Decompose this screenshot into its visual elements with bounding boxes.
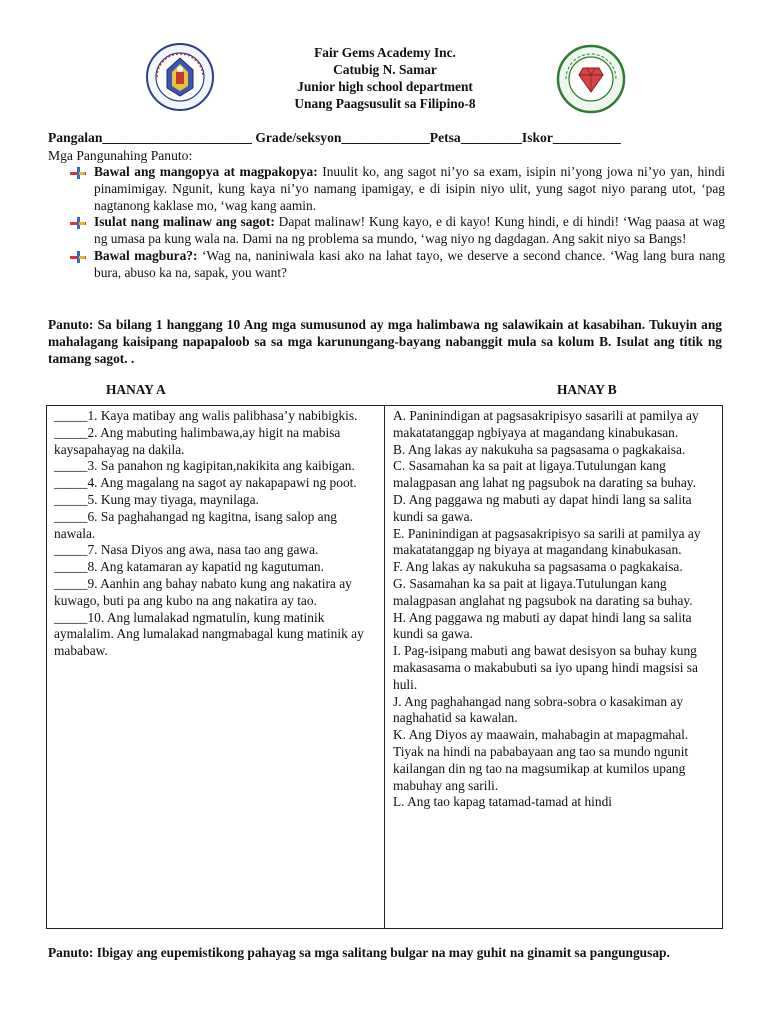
panuto-euphemism-instructions: Panuto: Ibigay ang eupemistikong pahayag sa mga salitang bulgar na may guhit na ginamit sa pangungusap. — [48, 945, 670, 960]
school-location: Catubig N. Samar — [333, 62, 437, 77]
column-divider — [384, 406, 385, 928]
hanay-b-item: G. Sasamahan ka sa pait at ligaya.Tutulungan kang malagpasan anglahat ng pagsubok na darating sa buhay. — [393, 575, 693, 608]
hanay-b-item: H. Ang paggawa ng mabuti ay dapat hindi lang sa salita kundi sa gawa. — [393, 609, 692, 642]
panuto-matching-instructions: Panuto: Sa bilang 1 hanggang 10 Ang mga sumusunod ay mga halimbawa ng salawikain at kasabihan. Tukuyin ang mahalagang kaisipang napapaloob sa sa mga karunungang-bayang nabanggit mula sa kolum B. Isulat ang titik ng tamang sagot. . — [48, 317, 722, 366]
hanay-b-item: C. Sasamahan ka sa pait at ligaya.Tutulungan kang malagpasan ang lahat ng pagsubok na darating sa buhay. — [393, 458, 696, 491]
hanay-b-item: B. Ang lakas ay nakukuha sa pagsasama o pagkakaisa. — [393, 441, 686, 457]
hanay-b-item: K. Ang Diyos ay maawain, mahabagin at mapagmahal. Tiyak na hindi na pababayaan ang tao sa mundo ngunit kailangan din ng tao na magsumikap at kumilos upang mabuhay ang sarili. — [393, 727, 689, 793]
rule-heading: Isulat nang malinaw ang sagot: — [94, 214, 275, 230]
hanay-b-item: E. Paninindigan at pagsasakripisyo sa sarili at pamilya ay makatatanggap ng biyaya at magandang kinabukasan. — [393, 525, 701, 558]
hanay-a-column — [54, 408, 374, 660]
school-header — [230, 44, 540, 112]
rule-heading: Bawal ang mangopya at magpakopya: — [94, 164, 318, 179]
rule-item — [70, 214, 725, 248]
student-info-line: Pangalan______________________ Grade/seksyon_____________Petsa_________Iskor__________ — [48, 130, 621, 145]
hanay-b-item: D. Ang paggawa ng mabuti ay dapat hindi lang sa salita kundi sa gawa. — [393, 491, 692, 524]
pencil-bullet-icon — [70, 217, 86, 229]
instructions-title: Mga Pangunahing Panuto: — [48, 148, 193, 163]
deped-seal-logo — [145, 42, 215, 112]
matching-table — [46, 405, 723, 929]
hanay-a-item: _____4. Ang magalang na sagot ay nakapapawi ng poot. — [54, 475, 357, 491]
hanay-a-title: HANAY A — [106, 382, 166, 397]
hanay-b-item: J. Ang paghahangad nang sobra-sobra o kasakiman ay naghahatid sa kawalan. — [393, 693, 684, 726]
hanay-a-item: _____8. Ang katamaran ay kapatid ng kagutuman. — [54, 559, 324, 575]
hanay-b-column — [393, 408, 715, 811]
hanay-a-item: _____9. Aanhin ang bahay nabato kung ang nakatira ay kuwago, buti pa ang kubo na ang nakatira ay tao. — [54, 575, 352, 608]
pencil-bullet-icon — [70, 251, 86, 263]
hanay-b-item: A. Paninindigan at pagsasakripisyo sasarili at pamilya ay makatatanggap ngbiyaya at magandang kinabukasan. — [393, 408, 699, 440]
hanay-b-title: HANAY B — [557, 382, 617, 397]
exam-title: Unang Paagsusulit sa Filipino-8 — [294, 96, 476, 111]
rule-item — [70, 248, 725, 282]
fair-gems-academy-logo — [556, 44, 626, 114]
rules-list — [70, 164, 725, 282]
rule-text: Dapat malinaw! Kung kayo, e di kayo! Kung hindi, e di hindi! ‘Wag paasa at wag ng umasa pa kung wala na. Dami na ng problema sa mundo, ‘wag niyo ng dagdagan. Ang sakit niyo sa Bangs! — [94, 214, 726, 247]
pencil-bullet-icon — [70, 167, 86, 179]
rule-text: Inuulit ko, ang sagot ni’yo sa exam, isipin ni’yong jowa ni’yo yan, hindi pinamimigay. Ngunit, kung kaya ni’yo namang ipamigay, e di isipin niyo ulit, yung sagot niyo parang utot, ‘pag nagtanong kaklase mo, ‘wag kang aamin. — [94, 164, 725, 213]
department-name: Junior high school department — [297, 79, 473, 94]
hanay-b-item: F. Ang lakas ay nakukuha sa pagsasama o pagkakaisa. — [393, 559, 683, 575]
hanay-b-item: I. Pag-isipang mabuti ang bawat desisyon sa buhay kung makasasama o makabubuti sa iyo upang hindi magsisi sa huli. — [393, 643, 698, 692]
hanay-a-item: _____2. Ang mabuting halimbawa,ay higit na mabisa kaysapahayag na dakila. — [54, 424, 341, 457]
hanay-a-item: _____6. Sa paghahangad ng kagitna, isang salop ang nawala. — [54, 508, 338, 541]
school-name: Fair Gems Academy Inc. — [314, 45, 456, 60]
hanay-b-item: L. Ang tao kapag tatamad-tamad at hindi — [393, 794, 613, 810]
hanay-a-item: _____5. Kung may tiyaga, maynilaga. — [54, 491, 259, 507]
rule-text: ‘Wag na, naniniwala kasi ako na lahat tayo, we deserve a second chance. ‘Wag lang bura nang bura, abuso ka na, sapak, you want? — [94, 247, 725, 280]
hanay-a-item: _____1. Kaya matibay ang walis palibhasa’y nabibigkis. — [54, 408, 358, 423]
hanay-a-item: _____10. Ang lumalakad ngmatulin, kung matinik aymalalim. Ang lumalakad nangmabagal kung matinik ay mababaw. — [54, 609, 364, 659]
rule-heading: Bawal magbura?: — [94, 247, 198, 263]
hanay-a-item: _____3. Sa panahon ng kagipitan,nakikita ang kaibigan. — [54, 458, 355, 474]
rule-item — [70, 164, 725, 214]
hanay-a-item: _____7. Nasa Diyos ang awa, nasa tao ang gawa. — [54, 542, 319, 558]
